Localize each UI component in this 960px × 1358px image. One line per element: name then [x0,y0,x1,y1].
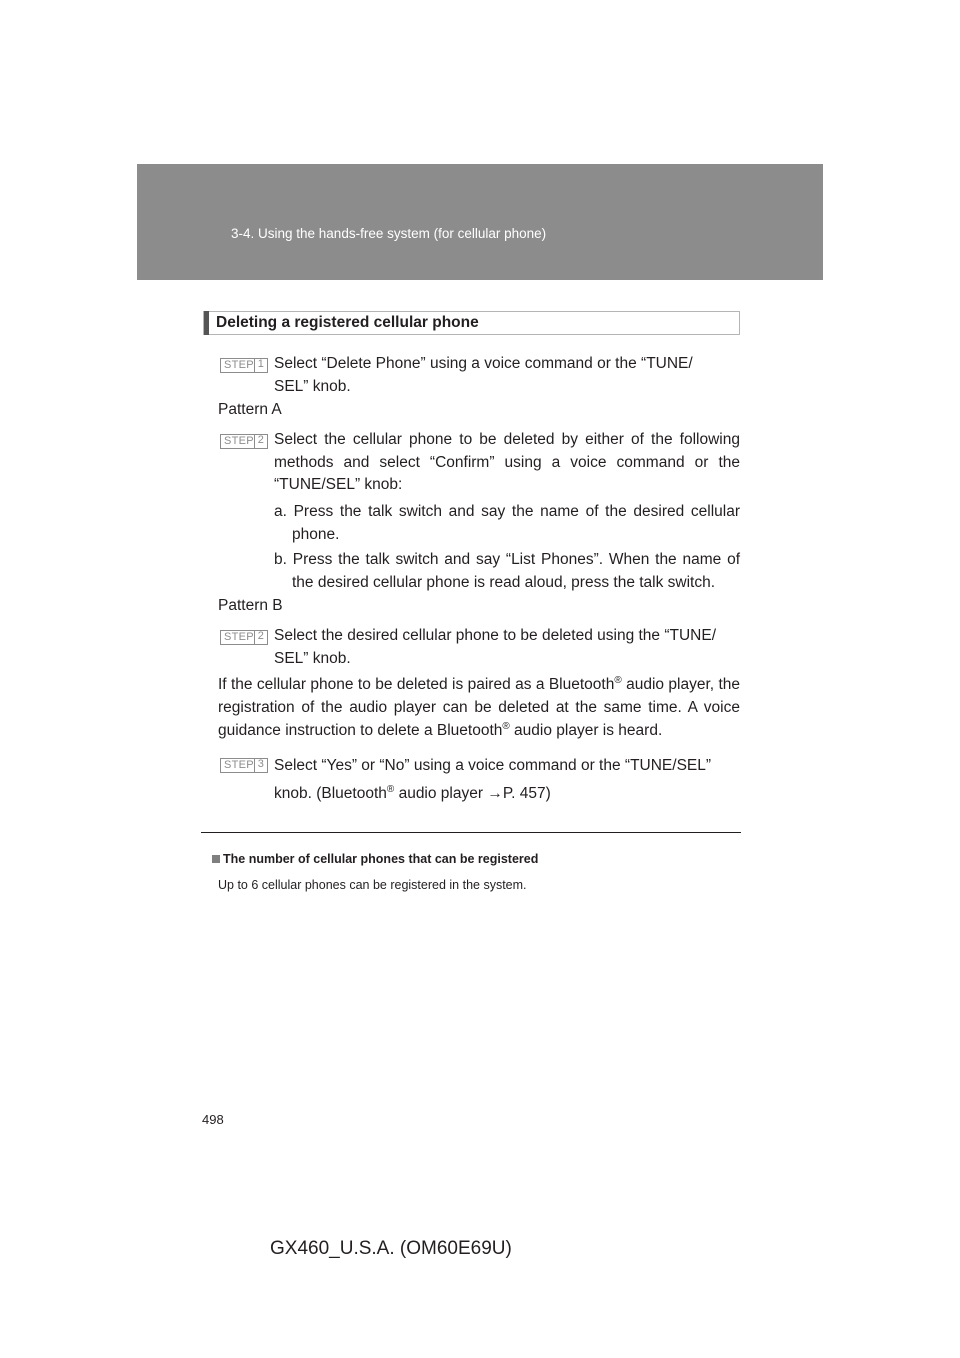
bluetooth-note: If the cellular phone to be deleted is paired as a Bluetooth® audio player, the registration of the audio player can be deleted at the same time. A voice guidance instruction to delete a Bluetooth® audio player is heard. [218,675,740,739]
step-1-text: Select “Delete Phone” using a voice command or the “TUNE/ SEL” knob. [274,355,693,395]
header-band [137,164,823,280]
step-2b-badge: STEP 2 [220,630,268,645]
step-3-text: Select “Yes” or “No” using a voice command or the “TUNE/SEL” knob. (Bluetooth® audio player →P. 457) [274,757,712,802]
step-3-badge: STEP 3 [220,758,268,773]
info-title: The number of cellular phones that can be registered [212,852,538,866]
page-number: 498 [202,1112,224,1127]
section-heading [203,311,740,335]
step-2a-badge: STEP 2 [220,434,268,449]
square-bullet-icon [212,855,220,863]
pattern-a-label: Pattern A [218,401,282,418]
step-2a-item-b: b. Press the talk switch and say “List Phones”. When the name of the desired cellular phone is read aloud, press the talk switch. [274,551,740,591]
section-divider [201,832,741,833]
step-1-badge: STEP 1 [220,358,268,373]
heading-accent-bar [204,311,209,335]
chapter-title: 3-4. Using the hands-free system (for cellular phone) [231,226,547,241]
step-2a-item-a: a. Press the talk switch and say the name of the desired cellular phone. [274,503,740,543]
document-code: GX460_U.S.A. (OM60E69U) [270,1238,512,1259]
section-heading-text: Deleting a registered cellular phone [216,314,479,331]
info-text: Up to 6 cellular phones can be registered in the system. [218,878,527,892]
step-2a-text: Select the cellular phone to be deleted by either of the following methods and select “Confirm” using a voice command or the “TUNE/SEL” knob: [274,431,740,493]
step-2b-text: Select the desired cellular phone to be deleted using the “TUNE/ SEL” knob. [274,627,717,667]
pattern-b-label: Pattern B [218,597,283,614]
